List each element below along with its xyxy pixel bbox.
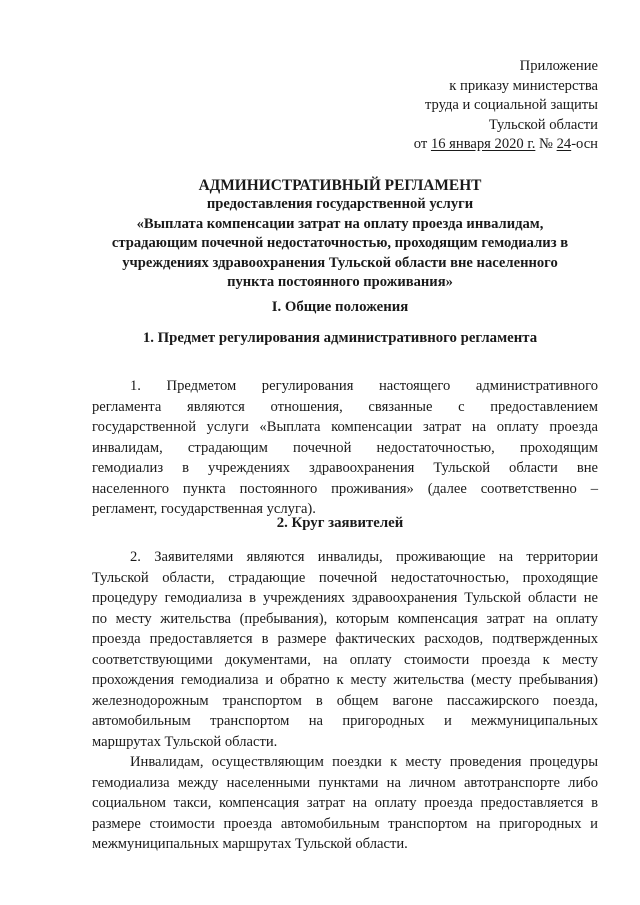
order-suffix: -осн xyxy=(571,136,598,153)
text-line: социальном такси, компенсация затрат на оплату проезда предоставляется в xyxy=(92,795,598,811)
text-line: государственной услуги «Выплата компенсации затрат на оплату проезда xyxy=(92,419,598,435)
text-line: по месту жительства (пребывания), которым компенсация затрат на оплату xyxy=(92,610,598,627)
title-line: предоставления государственной услуги xyxy=(206,196,474,213)
text-line: 1. Предметом регулирования настоящего административного xyxy=(130,378,598,394)
subsection-heading: 2. Круг заявителей xyxy=(276,515,404,531)
text-line: автомобильным транспортом на пригородных и межмуниципальных xyxy=(92,713,598,729)
order-number: 24 xyxy=(556,136,572,153)
approval-line: Тульской области xyxy=(488,116,598,133)
paragraph-subject xyxy=(92,376,598,520)
text-line: железнодорожным транспортом в общем вагоне пассажирского поезда, xyxy=(92,692,598,709)
text-line: регламент, государственная услуга). xyxy=(92,501,316,517)
text-line: Инвалидам, осуществляющим поездки к месту проведения процедуры xyxy=(130,754,598,770)
text-line: населенного пункта постоянного проживания» (далее соответственно – xyxy=(92,480,598,497)
text-line: гемодиализ в учреждениях здравоохранения Тульской области вне xyxy=(92,460,598,476)
title-line: учреждениях здравоохранения Тульской области вне населенного xyxy=(122,254,558,271)
text-line: проезда предоставляется в размере фактических расходов, подтвержденных xyxy=(92,631,598,647)
document-title xyxy=(80,176,600,292)
paragraph-applicants xyxy=(92,547,598,752)
text-line: инвалидам, страдающим почечной недостаточностью, проходящим xyxy=(92,439,598,456)
approval-line: к приказу министерства xyxy=(449,77,598,94)
text-line: Тульской области, страдающие почечной недостаточностью, проходящие xyxy=(92,569,598,586)
order-date: 16 января 2020 г. xyxy=(430,136,536,153)
approval-line: Приложение xyxy=(519,58,598,74)
paragraph-personal-transport xyxy=(92,752,598,855)
text-line: маршрутах Тульской области. xyxy=(92,733,278,750)
section-heading: I. Общие положения xyxy=(271,299,409,315)
text-line: межмуниципальных маршрутах Тульской области. xyxy=(92,836,408,852)
subsection-heading: 1. Предмет регулирования административного регламента xyxy=(142,330,538,346)
text-line: регламента являются отношения, связанные с предоставлением xyxy=(92,398,598,415)
approval-line: труда и социальной защиты xyxy=(424,97,598,114)
order-number-label: № xyxy=(535,136,557,153)
order-prefix: от xyxy=(413,136,431,153)
text-line: прохождения гемодиализа и обратно к месту жительства (месту пребывания) xyxy=(92,672,598,688)
text-line: соответствующими документами, на оплату стоимости проезда к месту xyxy=(92,651,598,668)
text-line: гемодиализа между населенными пунктами на личном автотранспорте либо xyxy=(92,774,598,791)
approval-block xyxy=(300,57,598,155)
order-reference xyxy=(300,135,598,155)
title-line: «Выплата компенсации затрат на оплату проезда инвалидам, xyxy=(136,215,544,232)
title-line: страдающим почечной недостаточностью, проходящим гемодиализ в xyxy=(111,235,569,252)
text-line: процедуру гемодиализа в учреждениях здравоохранения Тульской области не xyxy=(92,590,598,606)
title-line: пункта постоянного проживания» xyxy=(227,274,453,291)
text-line: размере стоимости проезда автомобильным транспортом на пригородных и xyxy=(92,815,598,832)
title-line: АДМИНИСТРАТИВНЫЙ РЕГЛАМЕНТ xyxy=(198,177,482,194)
text-line: 2. Заявителями являются инвалиды, проживающие на территории xyxy=(130,549,598,565)
